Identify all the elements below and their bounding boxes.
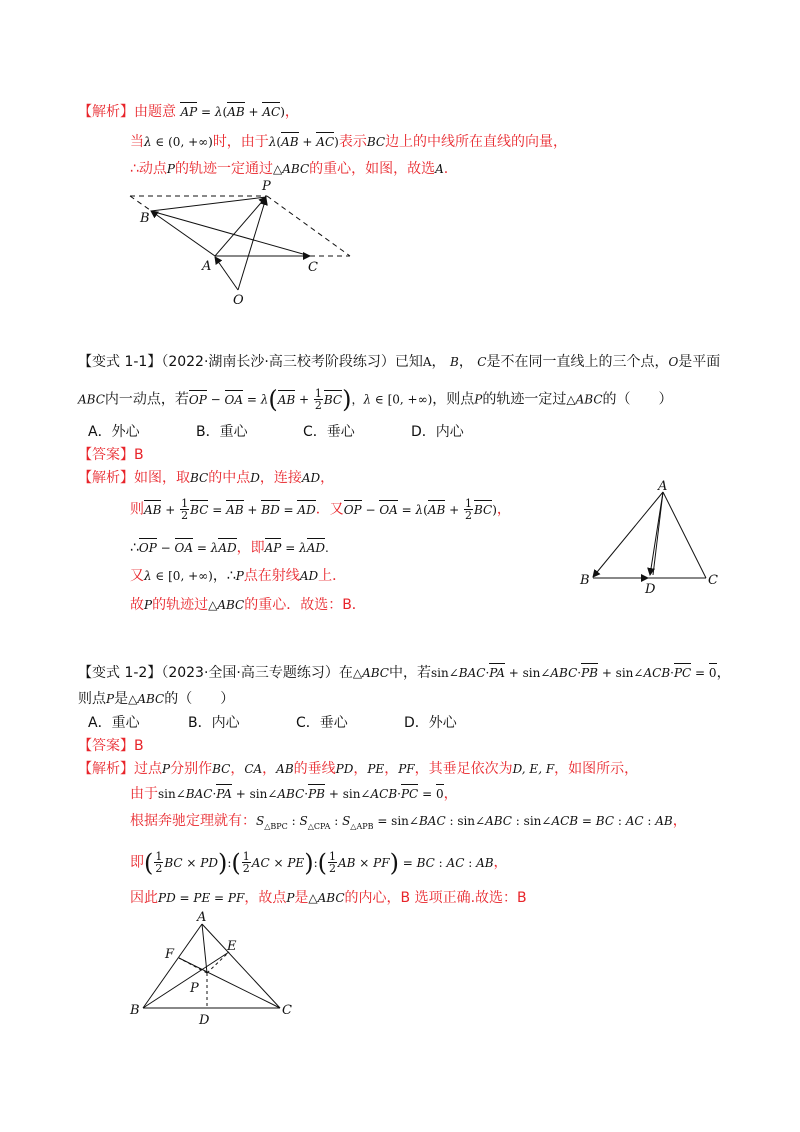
q2-analysis-3: 根据奔驰定理就有：$S_{\triangle BPC}$ : $S_{\triangle CPA}$ : $S_{\triangle APB}$ = sin∠BAC : sin∠ABC : sin∠ACB = BC : AC : AB， bbox=[130, 813, 687, 831]
q1-tag: 【变式 1-1】 bbox=[78, 354, 162, 370]
q2-option-b[interactable]: B．内心 bbox=[188, 715, 240, 731]
fig2-label-a: A bbox=[658, 479, 668, 494]
q1-analysis-1: 【解析】如图，取BC的中点D，连接AD， bbox=[78, 470, 335, 486]
q1-option-b[interactable]: B．重心 bbox=[196, 424, 248, 440]
q2-answer: 【答案】B bbox=[78, 738, 144, 754]
fig1-label-b: B bbox=[140, 211, 150, 226]
q1-line-1: 【变式 1-1】（2022·湖南长沙·高三校考阶段练习）已知A， B， C是不在同一直线上的三个点，O是平面 bbox=[78, 354, 721, 370]
fig3-label-f: F bbox=[165, 947, 175, 962]
figure-2 bbox=[572, 478, 732, 598]
q1-analysis-5: 故P的轨迹过△ABC的重心．故选：B． bbox=[130, 597, 366, 613]
q2-analysis-5: 因此PD = PE = PF，故点P是△ABC的内心，B 选项正确.故选：B bbox=[130, 890, 527, 906]
analysis-tag: 【解析】 bbox=[78, 104, 134, 120]
q2-line-2: 则点P是△ABC的（ ） bbox=[78, 691, 235, 707]
q1-analysis-4: 又λ ∈ [0, +∞)，∴P点在射线AD上． bbox=[130, 568, 347, 584]
q1-option-a[interactable]: A．外心 bbox=[88, 424, 140, 440]
q2-option-a[interactable]: A．重心 bbox=[88, 715, 140, 731]
q1-answer: 【答案】B bbox=[78, 447, 144, 463]
q2-line-1: 【变式 1-2】（2023·全国·高三专题练习）在△ABC中，若sin∠BAC·PA + sin∠ABC·PB + sin∠ACB·PC = 0， bbox=[78, 665, 731, 681]
fig1-label-a: A bbox=[202, 259, 212, 274]
fig1-label-c: C bbox=[308, 260, 318, 275]
fig3-label-b: B bbox=[130, 1003, 140, 1018]
q2-option-d[interactable]: D．外心 bbox=[404, 715, 457, 731]
q2-analysis-1: 【解析】过点P分别作BC，CA，AB的垂线PD，PE，PF，其垂足依次为D, E, F，如图所示， bbox=[78, 761, 639, 777]
q1-line-2: ABC内一动点，若OP − OA = λ(AB + $\frac{1}{2}$ BC)，λ ∈ [0, +∞)，则点P的轨迹一定过△ABC的（ ） bbox=[78, 385, 673, 414]
figure-3 bbox=[125, 908, 305, 1026]
q1-answer-value: B bbox=[134, 447, 144, 463]
q2-analysis-4: 即( $\frac{1}{2}$ BC × PD):( $\frac{1}{2}$ AC × PE):( $\frac{1}{2}$ AB × PF) = BC : AC : AB， bbox=[130, 848, 508, 877]
q1-analysis-3: ∴OP − OA = λAD，即AP = λAD. bbox=[130, 540, 329, 556]
q1-option-d[interactable]: D．内心 bbox=[411, 424, 464, 440]
q1-analysis-2: 则AB + $\frac{1}{2}$ BC = AB + BD = AD．又OP − OA = λ(AB + $\frac{1}{2}$ BC)， bbox=[130, 497, 511, 522]
figure-1 bbox=[120, 178, 370, 308]
fig3-label-c: C bbox=[282, 1003, 292, 1018]
fig2-label-d: D bbox=[645, 582, 656, 597]
analysis-line-3: ∴动点P的轨迹一定通过△ABC的重心，如图，故选A. bbox=[130, 161, 449, 177]
fig2-label-b: B bbox=[580, 573, 590, 588]
fig3-label-a: A bbox=[197, 910, 207, 925]
fig2-label-c: C bbox=[708, 573, 718, 588]
q2-analysis-2: 由于sin∠BAC·PA + sin∠ABC·PB + sin∠ACB·PC = 0， bbox=[130, 786, 458, 802]
fig3-label-d: D bbox=[199, 1013, 210, 1026]
q2-option-c[interactable]: C．垂心 bbox=[296, 715, 348, 731]
q2-tag: 【变式 1-2】 bbox=[78, 665, 162, 681]
q1-option-c[interactable]: C．垂心 bbox=[303, 424, 355, 440]
fig1-label-p: P bbox=[262, 179, 271, 194]
analysis-line-1: 【解析】由题意 AP = λ(AB + AC)， bbox=[78, 104, 299, 120]
fig1-label-o: O bbox=[233, 293, 244, 308]
fig3-label-e: E bbox=[227, 939, 237, 954]
fig3-label-p: P bbox=[190, 981, 199, 996]
analysis-line-2: 当λ ∈ (0, +∞)时，由于λ(AB + AC)表示BC边上的中线所在直线的向量， bbox=[130, 134, 568, 150]
q2-answer-value: B bbox=[134, 738, 144, 754]
